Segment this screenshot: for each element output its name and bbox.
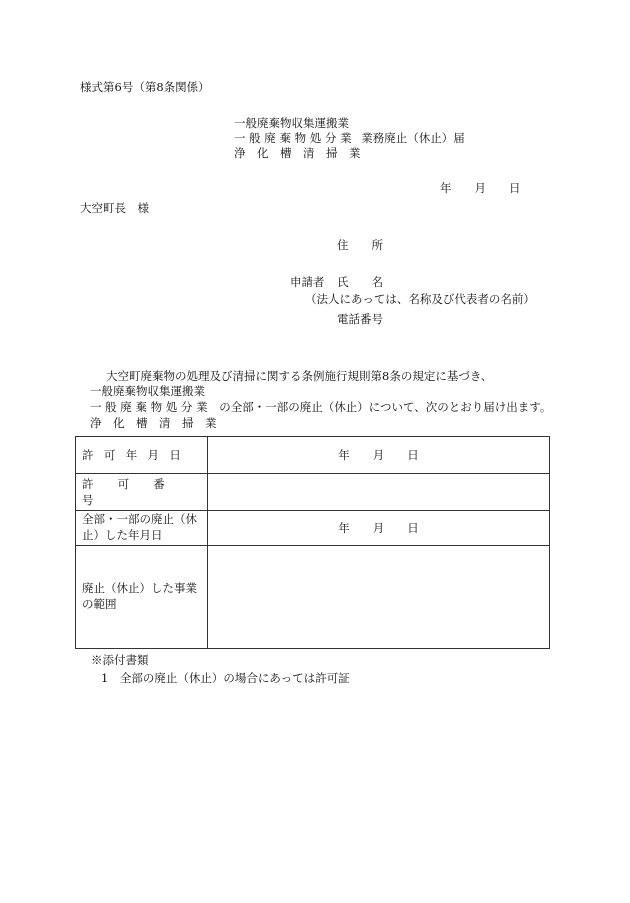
body-line-1: 大空町廃棄物の処理及び清掃に関する条例施行規則第8条の規定に基づき、 xyxy=(106,369,493,383)
attachment-item: 1 全部の廃止（休止）の場合にあっては許可証 xyxy=(101,671,350,685)
permit-date-label: 許可年月日 xyxy=(76,437,208,474)
addressee: 大空町長 様 xyxy=(80,201,149,215)
table-row xyxy=(76,437,550,474)
name-label: 氏 名 xyxy=(337,275,383,289)
attachments-heading: ※添付書類 xyxy=(91,653,149,667)
title-line-1: 一般廃棄物収集運搬業 xyxy=(234,116,349,130)
permit-date-value[interactable]: 年 月 日 xyxy=(208,437,550,474)
business-scope-value[interactable] xyxy=(208,546,550,649)
applicant-role-label: 申請者 xyxy=(290,275,325,289)
body-line-2 xyxy=(90,402,551,414)
phone-label: 電話番号 xyxy=(337,312,383,326)
body-business-1: 一般廃棄物収集運搬業 xyxy=(90,384,205,398)
table-row xyxy=(76,474,550,511)
abolition-date-label: 全部・一部の廃止（休止）した年月日 xyxy=(76,511,208,546)
permit-number-label: 許可番号 xyxy=(76,474,208,511)
abolition-date-value[interactable]: 年 月 日 xyxy=(208,511,550,546)
address-label: 住 所 xyxy=(337,238,383,252)
title-line-2 xyxy=(234,133,465,145)
notification-table xyxy=(75,436,550,649)
table-row xyxy=(76,511,550,546)
title-suffix: 業務廃止（休止）届 xyxy=(361,131,465,145)
body-business-2: 一 般 廃 棄 物 処 分 業 xyxy=(90,400,208,414)
business-scope-label: 廃止（休止）した事業の範囲 xyxy=(76,546,208,649)
permit-number-value[interactable] xyxy=(208,474,550,511)
title-business-2: 一 般 廃 棄 物 処 分 業 xyxy=(234,131,352,145)
body-line-2-suffix: の全部・一部の廃止（休止）について、次のとおり届け出ます。 xyxy=(219,400,552,414)
corporate-note: （法人にあっては、名称及び代表者の名前） xyxy=(305,292,535,306)
form-id: 様式第6号（第8条関係） xyxy=(80,80,210,94)
table-row xyxy=(76,546,550,649)
body-business-3: 浄 化 槽 清 掃 業 xyxy=(90,416,217,430)
title-line-3: 浄 化 槽 清 掃 業 xyxy=(234,146,361,160)
date-line: 年 月 日 xyxy=(440,181,521,195)
